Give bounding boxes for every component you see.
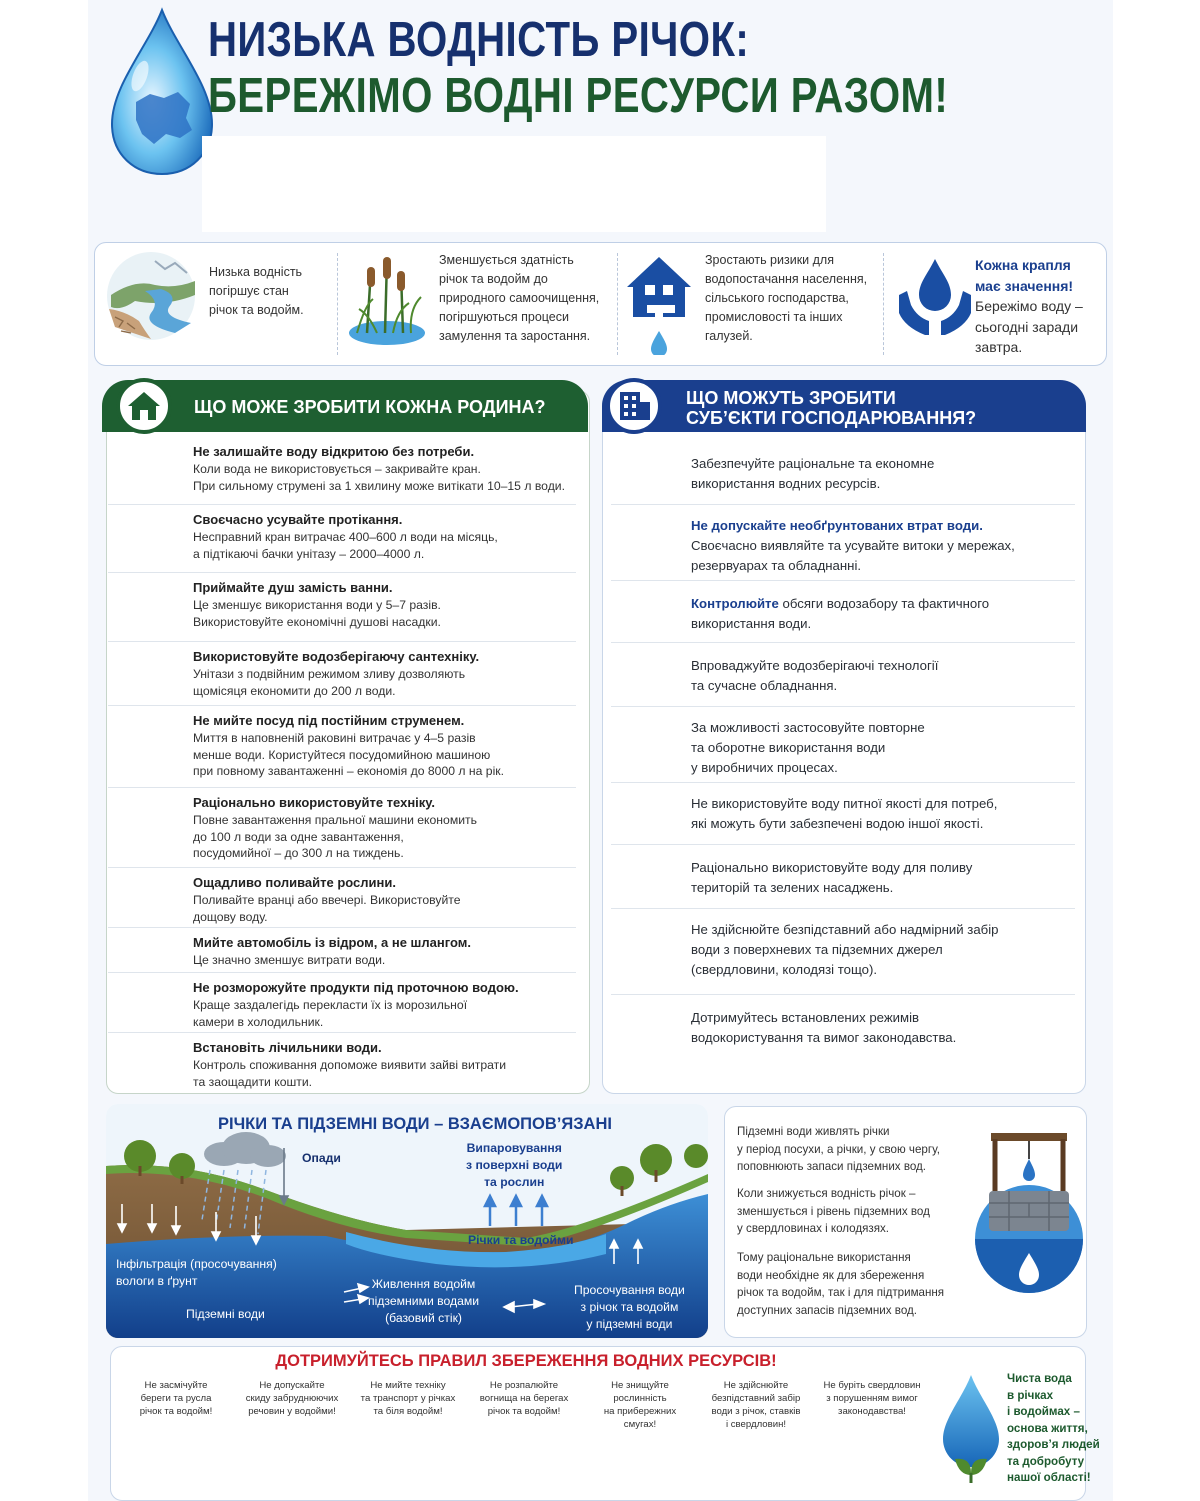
divider — [611, 844, 1075, 845]
wrench-gear-icon — [120, 512, 160, 552]
evap-label: Випаровування з поверхні води та рослин — [466, 1141, 563, 1189]
divider — [611, 580, 1075, 581]
infiltration-label: Інфільтрація (просочування) вологи в ґрунт — [116, 1257, 277, 1288]
business-item-text: Не допускайте необґрунтованих втрат води. Своєчасно виявляйте та усувайте витоки у мережах, резервуарах та обладнанні. — [691, 518, 1015, 573]
reeds-icon — [347, 249, 429, 349]
building-icon — [610, 382, 658, 430]
faucet-drip-icon — [120, 444, 160, 484]
family-item-title: Мийте автомобіль із відром, а не шлангом. — [193, 935, 471, 950]
family-item-desc: Краще заздалегідь перекласти їх із морозильної камери в холодильник. — [193, 998, 468, 1029]
gear-drop-icon — [621, 650, 665, 694]
rule-item — [353, 1373, 463, 1418]
rule-caption: Не буріть свердловин з порушенням вимог законодавства! — [823, 1380, 921, 1417]
family-item-title: Встановіть лічильники води. — [193, 1040, 382, 1055]
recycle-icon — [621, 714, 665, 758]
rule-caption: Не засмічуйте береги та русла річок та водойм! — [139, 1380, 213, 1417]
rule-caption: Не допускайте скиду забруднюючих речовин у водойми! — [245, 1380, 339, 1417]
car-icon — [120, 935, 160, 975]
divider — [337, 253, 338, 355]
building-icon-circle — [606, 378, 662, 434]
business-item-text: Впроваджуйте водозберігаючі технології та сучасне обладнання. — [691, 658, 939, 693]
rivers-text-panel — [724, 1106, 1087, 1338]
top-item1-text: Низька водність погіршує стан річок та водойм. — [209, 265, 304, 317]
glass-icon — [621, 790, 665, 834]
business-item-text: Раціонально використовуйте воду для поливу територій та зелених насаджень. — [691, 860, 973, 895]
rivers-title: РІЧКИ ТА ПІДЗЕМНІ ВОДИ – ВЗАЄМОПОВ’ЯЗАНІ — [218, 1115, 612, 1133]
business-item-text: Не використовуйте воду питної якості для потреб, які можуть бути забезпечені водою іншої якості. — [691, 796, 998, 831]
family-item-desc: Коли вода не використовується – закривайте кран. При сильному струмені за 1 хвилину може витікати 10–15 л води. — [193, 462, 565, 493]
rule-item — [469, 1373, 579, 1418]
top-item4-text: Кожна крапля має значення! Бережімо воду – сьогодні заради завтра. — [975, 257, 1083, 355]
rule-item — [817, 1373, 927, 1418]
business-item-text: За можливості застосовуйте повторне та оборотне використання води у виробничих процесах. — [691, 720, 925, 775]
snowflake-icon — [120, 980, 160, 1020]
rivers-text-p2: Коли знижується водність річок – зменшується і рівень підземних вод у свердловинах і колодязях. — [737, 1187, 930, 1235]
family-item-title: Не мийте посуд під постійним струменем. — [193, 713, 465, 728]
business-header — [602, 380, 1086, 432]
washing-machine-icon — [120, 797, 160, 837]
dishes-icon — [120, 715, 160, 755]
page-title-line1: НИЗЬКА ВОДНІСТЬ РІЧОК: — [208, 13, 750, 67]
water-intake-icon — [621, 916, 665, 960]
family-item-desc: Поливайте вранці або ввечері. Використовуйте дощову воду. — [193, 893, 461, 924]
plant-icon — [120, 875, 160, 915]
top-item3-text: Зростають ризики для водопостачання населення, сільського господарства, промисловості та інших галузей. — [705, 253, 868, 343]
divider — [108, 867, 576, 868]
top-info-panel — [94, 242, 1107, 366]
divider — [108, 572, 576, 573]
rule-caption: Не розпалюйте вогнища на берегах річок та водойм! — [479, 1380, 569, 1417]
divider — [611, 782, 1075, 783]
divider — [883, 253, 884, 355]
page-title-line2: БЕРЕЖІМО ВОДНІ РЕСУРСИ РАЗОМ! — [208, 69, 949, 123]
shower-icon — [120, 580, 160, 620]
hands-drop-icon — [895, 255, 975, 339]
family-header-text: ЩО МОЖЕ ЗРОБИТИ КОЖНА РОДИНА? — [194, 397, 546, 417]
house-tap-icon — [623, 251, 695, 355]
closing-text: Чиста вода в річках і водоймах – основа життя, здоров’я людей та добробуту нашої області! — [1007, 1372, 1100, 1484]
divider — [108, 927, 576, 928]
clipboard-icon — [621, 1002, 665, 1046]
home-icon — [120, 382, 168, 430]
rivers-label: Річки та водойми — [468, 1233, 574, 1247]
family-item-desc: Несправний кран витрачає 400–600 л води на місяць, а підтікаючі бачки унітазу – 2000–4000 л. — [193, 530, 498, 561]
divider — [108, 787, 576, 788]
business-item-text: Забезпечуйте раціональне та економне використання водних ресурсів. — [691, 456, 935, 491]
rule-item — [237, 1373, 347, 1418]
divider — [108, 504, 576, 505]
family-item-title: Приймайте душ замість ванни. — [193, 580, 393, 595]
family-item-title: Використовуйте водозберігаючу сантехніку. — [193, 649, 480, 664]
irrigation-icon — [621, 852, 665, 896]
groundwater-label: Підземні води — [186, 1307, 265, 1321]
family-item-title: Не розморожуйте продукти під проточною водою. — [193, 980, 519, 995]
faucet-icon — [621, 512, 665, 556]
rivers-text-p1: Підземні води живлять річки у період посухи, а річки, у свою чергу, поповнюють запаси підземних вод. — [737, 1125, 940, 1173]
divider — [617, 253, 618, 355]
family-item-desc: Це значно зменшує витрати води. — [193, 953, 386, 967]
precip-label: Опади — [302, 1151, 341, 1165]
home-icon-circle — [116, 378, 172, 434]
divider — [611, 908, 1075, 909]
divider — [611, 642, 1075, 643]
rule-caption: Не мийте техніку та транспорт у річках та біля водойм! — [360, 1380, 456, 1417]
rules-panel — [110, 1346, 1100, 1501]
business-item-text: Контролюйте обсяги водозабору та фактичного використання води. — [691, 596, 990, 631]
divider — [108, 1032, 576, 1033]
family-item-title: Раціонально використовуйте техніку. — [193, 795, 435, 810]
seepage-label: Просочування води з річок та водойм у підземні води — [574, 1283, 685, 1331]
drop-sprout-icon — [939, 1373, 1003, 1485]
rule-caption: Не знищуйте рослинність на прибережних смугах! — [603, 1380, 677, 1430]
family-item-title: Своєчасно усувайте протікання. — [193, 512, 403, 527]
drop-chart-icon — [621, 446, 665, 490]
redacted-area — [202, 136, 826, 232]
divider — [108, 641, 576, 642]
divider — [108, 705, 576, 706]
toilet-icon — [120, 649, 160, 689]
dry-river-icon — [105, 251, 201, 341]
family-header — [102, 380, 588, 432]
rule-item — [585, 1373, 695, 1431]
divider — [611, 994, 1075, 995]
poster — [88, 0, 1113, 1501]
divider — [108, 972, 576, 973]
family-item-desc: Це зменшує використання води у 5–7 разів. Використовуйте економічні душові насадки. — [193, 598, 441, 629]
rule-item — [121, 1373, 231, 1418]
divider — [611, 504, 1075, 505]
family-item-desc: Миття в наповненій раковині витрачає у 4–5 разів менше води. Користуйтеся посудомийною машиною при повному завантаженні – економія до 8000 л на рік. — [193, 731, 504, 778]
family-item-desc: Контроль споживання допоможе виявити зайві витрати та заощадити кошти. — [193, 1058, 507, 1089]
divider — [611, 706, 1075, 707]
family-item-desc: Унітази з подвійним режимом зливу дозволяють щомісяця економити до 200 л води. — [193, 667, 466, 698]
top-item2-text: Зменшується здатність річок та водойм до природного самоочищення, погіршуються процеси замулення та заростання. — [439, 253, 600, 343]
business-header-text: ЩО МОЖУТЬ ЗРОБИТИ СУБ’ЄКТИ ГОСПОДАРЮВАННЯ? — [686, 388, 977, 428]
business-item-text: Дотримуйтесь встановлених режимів водокористування та вимог законодавства. — [691, 1010, 957, 1045]
rule-item — [701, 1373, 811, 1431]
family-item-desc: Повне завантаження пральної машини економить до 100 л води за одне завантаження, посудомийної – до 300 л на тиждень. — [193, 813, 477, 860]
feeding-label: Живлення водойм підземними водами (базовий стік) — [368, 1277, 480, 1325]
business-item-text: Не здійснюйте безпідставний або надмірний забір води з поверхневих та підземних джерел (свердловини, колодязі тощо). — [691, 922, 999, 977]
rule-caption: Не здійснюйте безпідставний забір води з річок, ставків і свердловин! — [711, 1380, 801, 1430]
rivers-text-p3: Тому раціональне використання води необхідне як для збереження річок та водойм, так і для підтримання доступних запасів підземних вод. — [737, 1251, 945, 1317]
rivers-diagram — [106, 1104, 708, 1338]
rules-title: ДОТРИМУЙТЕСЬ ПРАВИЛ ЗБЕРЕЖЕННЯ ВОДНИХ РЕСУРСІВ! — [275, 1352, 777, 1370]
family-item-title: Не залишайте воду відкритою без потреби. — [193, 444, 475, 459]
well-icon — [973, 1129, 1085, 1301]
family-item-title: Ощадливо поливайте рослини. — [193, 875, 396, 890]
gauge-icon — [621, 588, 665, 632]
water-meter-icon — [120, 1040, 160, 1080]
